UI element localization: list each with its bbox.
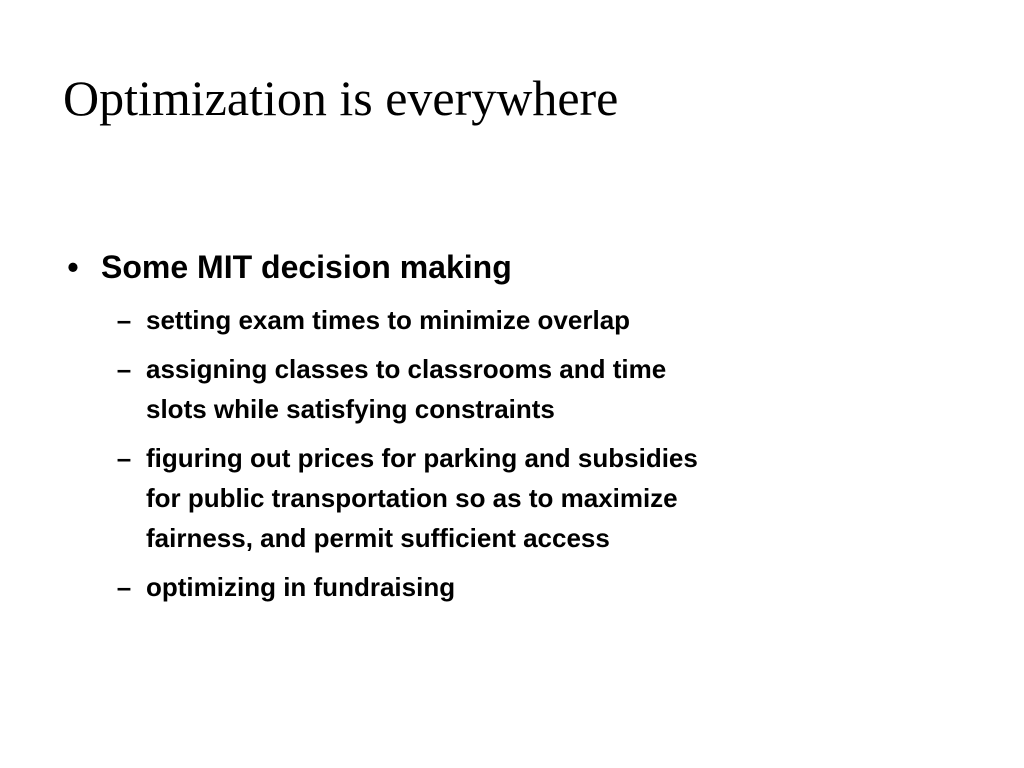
- dash-icon: –: [116, 305, 132, 335]
- slide-title: Optimization is everywhere: [63, 70, 619, 126]
- dash-icon: –: [116, 354, 132, 384]
- sub-bullet-exam-times: [113, 300, 913, 340]
- sub-bullet-list: [113, 300, 913, 616]
- sub-bullet-line: fairness, and permit sufficient access: [146, 523, 610, 553]
- sub-bullet-line: figuring out prices for parking and subsidies: [146, 443, 698, 473]
- sub-bullet-line: optimizing in fundraising: [146, 572, 456, 602]
- sub-bullet-parking-prices: [113, 438, 913, 558]
- sub-bullet-line: assigning classes to classrooms and time: [146, 354, 667, 384]
- sub-bullet-fundraising: [113, 567, 913, 607]
- dash-icon: –: [116, 443, 132, 473]
- main-bullet-text: Some MIT decision making: [101, 249, 512, 285]
- sub-bullet-line: for public transportation so as to maximize: [146, 483, 678, 513]
- sub-bullet-line: setting exam times to minimize overlap: [146, 305, 631, 335]
- dash-icon: –: [116, 572, 132, 602]
- sub-bullet-classrooms: [113, 349, 913, 429]
- sub-bullet-line: slots while satisfying constraints: [146, 394, 555, 424]
- bullet-icon: •: [67, 249, 79, 285]
